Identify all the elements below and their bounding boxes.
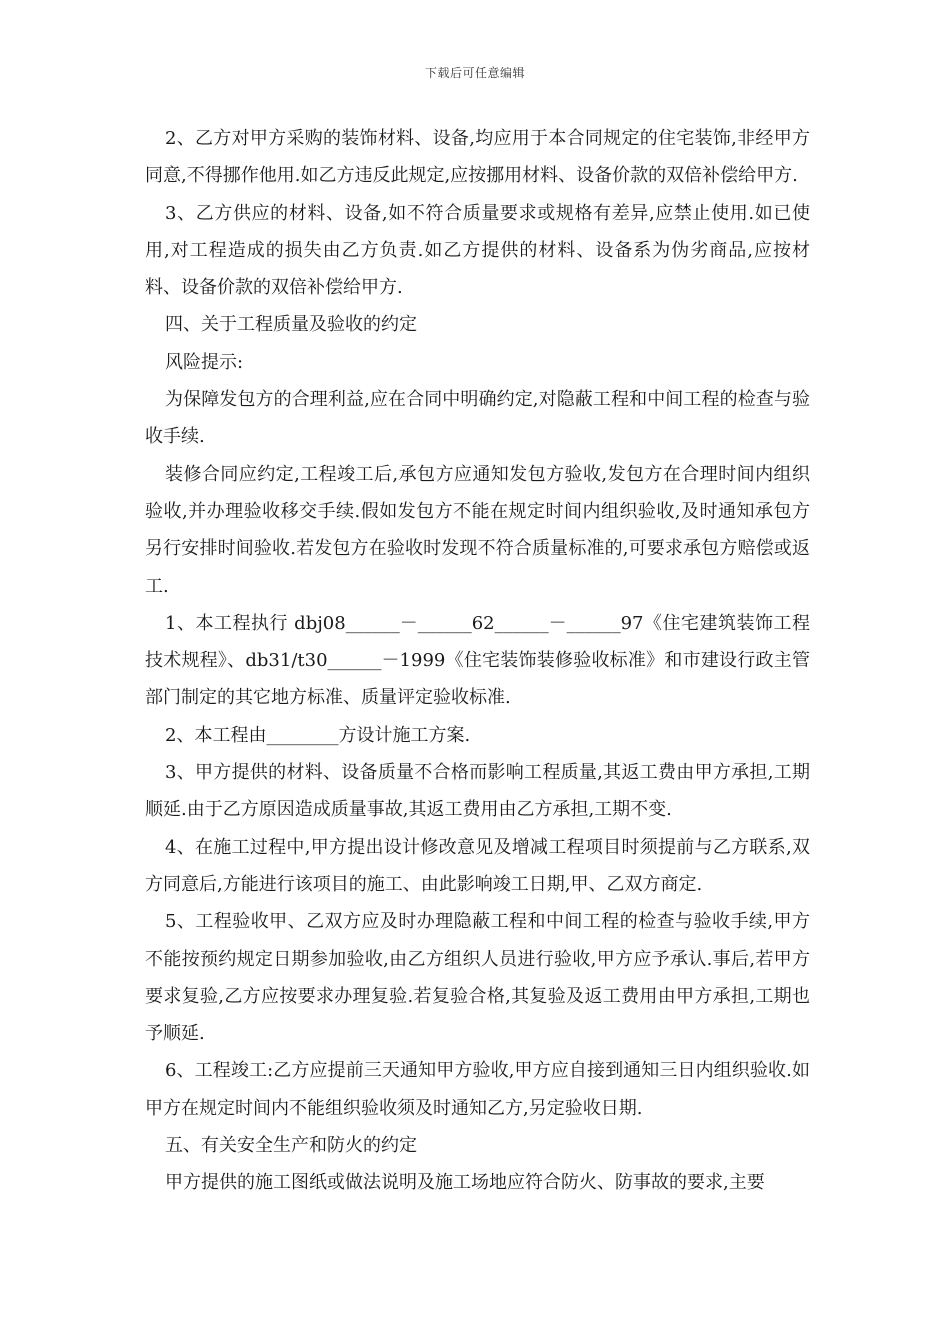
paragraph-quality-clause-1: 1、本工程执行 dbj08______－______62______－______97《住宅建筑装饰工程技术规程》、db31/t30______－1999《住宅装饰装修验收标准》和市建设行政主管部门制定的其它地方标准、质量评定验收标准. [145,612,810,709]
paragraph-clause-3-supply: 3、乙方供应的材料、设备,如不符合质量要求或规格有差异,应禁止使用.如已使用,对工程造成的损失由乙方负责.如乙方提供的材料、设备系为伪劣商品,应按材料、设备价款的双倍补偿给甲方. [145,202,810,299]
risk-notice-label: 风险提示: [165,351,244,373]
paragraph-quality-clause-2: 2、本工程由________方设计施工方案. [165,724,471,746]
section-heading-safety: 五、有关安全生产和防火的约定 [165,1135,417,1157]
paragraph-quality-clause-6: 6、工程竣工:乙方应提前三天通知甲方验收,甲方应自接到通知三日内组织验收.如甲方在规定时间内不能组织验收须及时通知乙方,另定验收日期. [145,1060,810,1119]
document-body [145,120,810,1202]
paragraph-quality-clause-4: 4、在施工过程中,甲方提出设计修改意见及增减工程项目时须提前与乙方联系,双方同意后,方能进行该项目的施工、由此影响竣工日期,甲、乙双方商定. [145,836,810,895]
paragraph-risk-text: 为保障发包方的合理利益,应在合同中明确约定,对隐蔽工程和中间工程的检查与验收手续. [145,389,810,448]
paragraph-clause-2-materials: 2、乙方对甲方采购的装饰材料、设备,均应用于本合同规定的住宅装饰,非经甲方同意,不得挪作他用.如乙方违反此规定,应按挪用材料、设备价款的双倍补偿给甲方. [145,128,810,187]
paragraph-acceptance-note: 装修合同应约定,工程竣工后,承包方应通知发包方验收,发包方在合理时间内组织验收,并办理验收移交手续.假如发包方不能在规定时间内组织验收,及时通知承包方另行安排时间验收.若发包方在验收时发现不符合质量标准的,可要求承包方赔偿或返工. [145,463,810,597]
paragraph-quality-clause-3: 3、甲方提供的材料、设备质量不合格而影响工程质量,其返工费由甲方承担,工期顺延.由于乙方原因造成质量事故,其返工费用由乙方承担,工期不变. [145,762,810,821]
section-heading-quality: 四、关于工程质量及验收的约定 [165,314,417,336]
paragraph-safety-text: 甲方提供的施工图纸或做法说明及施工场地应符合防火、防事故的要求,主要 [165,1172,765,1194]
page-header-note: 下载后可任意编辑 [424,66,525,80]
paragraph-quality-clause-5: 5、工程验收甲、乙双方应及时办理隐蔽工程和中间工程的检查与验收手续,甲方不能按预约规定日期参加验收,由乙方组织人员进行验收,甲方应予承认.事后,若甲方要求复验,乙方应按要求办理复验.若复验合格,其复验及返工费用由甲方承担,工期也予顺延. [145,911,810,1045]
